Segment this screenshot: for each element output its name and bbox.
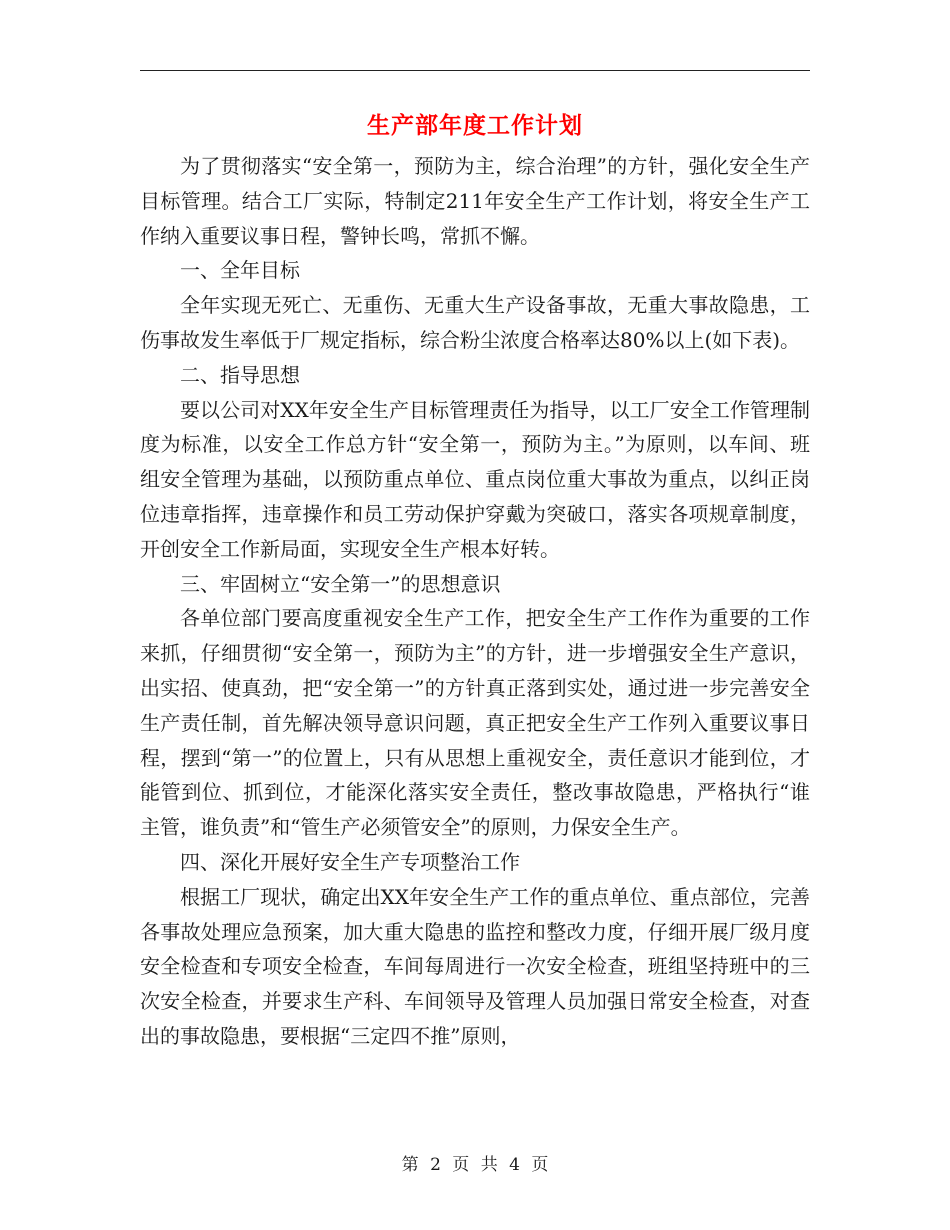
annual-goals-paragraph: 全年实现无死亡、无重伤、无重大生产设备事故，无重大事故隐患，工伤事故发生率低于厂规定指标，综合粉尘浓度合格率达80%以上(如下表)。 xyxy=(140,293,810,352)
document-title: 生产部年度工作计划 xyxy=(367,113,583,139)
section-heading-annual-goals: 一、全年目标 xyxy=(180,258,300,283)
section-heading-special-rectification: 四、深化开展好安全生产专项整治工作 xyxy=(180,849,520,874)
guiding-ideology-paragraph: 要以公司对XX年安全生产目标管理责任为指导，以工厂安全工作管理制度为标准，以安全工作总方针“安全第一，预防为主。”为原则，以车间、班组安全管理为基础，以预防重点单位、重点岗位重大事故为重点，以纠正岗位违章指挥，违章操作和员工劳动保护穿戴为突破口，落实各项规章制度，开创安全工作新局面，实现安全生产根本好转。 xyxy=(140,397,810,561)
header-rule xyxy=(140,70,810,71)
document-body xyxy=(140,149,810,1054)
page-number: 第 2 页 共 4 页 xyxy=(401,1155,549,1175)
special-rectification-paragraph: 根据工厂现状，确定出XX年安全生产工作的重点单位、重点部位，完善各事故处理应急预案，加大重大隐患的监控和整改力度，仔细开展厂级月度安全检查和专项安全检查，车间每周进行一次安全检查，班组坚持班中的三次安全检查，并要求生产科、车间领导及管理人员加强日常安全检查，对查出的事故隐患，要根据“三定四不推”原则， xyxy=(140,884,810,1048)
intro-paragraph: 为了贯彻落实“安全第一，预防为主，综合治理”的方针，强化安全生产目标管理。结合工厂实际，特制定211年安全生产工作计划，将安全生产工作纳入重要议事日程，警钟长鸣，常抓不懈。 xyxy=(140,154,810,248)
section-heading-safety-awareness: 三、牢固树立“安全第一”的思想意识 xyxy=(180,571,501,596)
safety-awareness-paragraph: 各单位部门要高度重视安全生产工作，把安全生产工作作为重要的工作来抓，仔细贯彻“安全第一，预防为主”的方针，进一步增强安全生产意识，出实招、使真劲，把“安全第一”的方针真正落到实处，通过进一步完善安全生产责任制，首先解决领导意识问题，真正把安全生产工作列入重要议事日程，摆到“第一”的位置上，只有从思想上重视安全，责任意识才能到位，才能管到位、抓到位，才能深化落实安全责任，整改事故隐患，严格执行“谁主管，谁负责”和“管生产必须管安全”的原则，力保安全生产。 xyxy=(140,606,810,840)
section-heading-guiding-ideology: 二、指导思想 xyxy=(180,362,300,387)
